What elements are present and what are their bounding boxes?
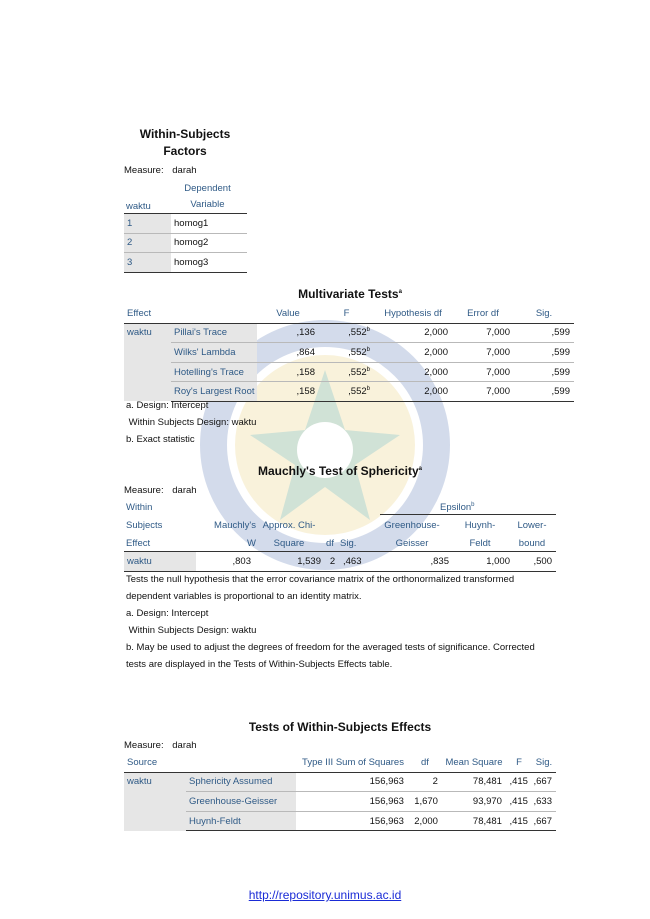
table-row <box>124 323 574 343</box>
epsilon-text: Epsilon <box>440 502 472 514</box>
f-sup: b <box>366 386 370 393</box>
col-error-df: Error df <box>452 304 514 323</box>
factor-variable: homog2 <box>171 233 247 253</box>
epsilon-sup: b <box>471 502 475 508</box>
note-line: b. May be used to adjust the degrees of freedom for the averaged tests of significance. Corrected <box>126 642 535 653</box>
mauchly-notes <box>126 571 586 673</box>
sig-cell: ,599 <box>514 323 574 343</box>
effect-label: waktu <box>124 323 171 401</box>
header-chi-l2: Square <box>273 538 305 549</box>
title-sup: a <box>398 289 402 295</box>
table-row <box>124 362 574 382</box>
effects-title: Tests of Within-Subjects Effects <box>248 720 432 734</box>
sig-cell: ,667 <box>532 772 556 792</box>
factors-measure <box>124 165 197 176</box>
header-mauchly-l1: Mauchly's <box>214 520 256 531</box>
mauchly-w-cell: ,803 <box>196 552 255 572</box>
header-mauchly-l2: W <box>247 538 256 549</box>
f-value: ,552 <box>348 386 367 398</box>
mauchly-title <box>225 464 455 478</box>
effect-label: waktu <box>124 552 196 572</box>
header-hf-l1: Huynh- <box>464 520 496 531</box>
title-sup: a <box>418 466 422 472</box>
note-line: dependent variables is proportional to an identity matrix. <box>126 591 362 602</box>
col-hypothesis-df: Hypothesis df <box>374 304 452 323</box>
hdf-cell: 2,000 <box>374 362 452 382</box>
table-row <box>124 233 247 253</box>
factor-variable: homog1 <box>171 214 247 233</box>
col-value: Value <box>257 304 319 323</box>
col-ms: Mean Square <box>442 753 506 772</box>
factor-variable: homog3 <box>171 253 247 273</box>
hf-cell: 1,000 <box>453 552 514 572</box>
table-row <box>124 253 247 273</box>
note-line: a. Design: Intercept <box>126 400 209 411</box>
table-row <box>124 343 574 363</box>
hdf-cell: 2,000 <box>374 323 452 343</box>
df-cell: 2 <box>408 772 442 792</box>
measure-label: Measure: <box>124 740 164 751</box>
factor-level: 1 <box>124 214 171 233</box>
multivariate-title <box>250 287 450 301</box>
table-row <box>124 214 247 233</box>
measure-label: Measure: <box>124 485 164 496</box>
header-lb-l1: Lower- <box>517 520 547 531</box>
factor-level: 2 <box>124 233 171 253</box>
correction-name: Greenhouse-Geisser <box>186 792 296 812</box>
f-cell <box>319 323 374 343</box>
value-cell: ,136 <box>257 323 319 343</box>
gg-cell: ,835 <box>381 552 453 572</box>
ss-cell: 156,963 <box>296 772 408 792</box>
note-line: b. Exact statistic <box>126 434 195 445</box>
table-row <box>124 792 556 812</box>
sig-cell: ,463 <box>340 552 381 572</box>
lb-cell: ,500 <box>514 552 556 572</box>
edf-cell: 7,000 <box>452 323 514 343</box>
f-cell: ,415 <box>506 772 532 792</box>
header-sig: Sig. <box>340 538 357 549</box>
sig-cell: ,633 <box>532 792 556 812</box>
hdf-cell: 2,000 <box>374 382 452 402</box>
header-effect: Effect <box>126 538 151 549</box>
df-cell: 2,000 <box>408 811 442 831</box>
f-cell <box>319 382 374 402</box>
dep-header-line1: Dependent <box>184 183 231 194</box>
ms-cell: 78,481 <box>442 772 506 792</box>
header-subjects: Subjects <box>126 520 163 531</box>
f-sup: b <box>366 327 370 334</box>
edf-cell: 7,000 <box>452 382 514 402</box>
value-cell: ,158 <box>257 362 319 382</box>
col-df: df <box>408 753 442 772</box>
edf-cell: 7,000 <box>452 343 514 363</box>
chi-cell: 1,539 <box>255 552 325 572</box>
table-row <box>124 552 556 572</box>
f-value: ,552 <box>348 327 367 339</box>
factors-title <box>120 127 250 158</box>
multivariate-title-text: Multivariate Tests <box>298 287 399 301</box>
sig-cell: ,599 <box>514 382 574 402</box>
effects-table <box>124 753 556 831</box>
f-sup: b <box>366 366 370 373</box>
factors-title-line2: Factors <box>163 144 207 158</box>
header-gg-l1: Greenhouse- <box>384 520 440 531</box>
sig-cell: ,667 <box>532 811 556 831</box>
mauchly-title-text: Mauchly's Test of Sphericity <box>257 464 419 478</box>
header-gg-l2: Geisser <box>395 538 429 549</box>
header-within: Within <box>126 502 153 513</box>
value-cell: ,158 <box>257 382 319 402</box>
note-line: Tests the null hypothesis that the error covariance matrix of the orthonormalized transformed <box>126 574 515 585</box>
table-row <box>124 811 556 831</box>
header-epsilon <box>440 502 475 513</box>
mauchly-measure <box>124 485 197 496</box>
correction-name: Huynh-Feldt <box>186 811 296 831</box>
mauchly-table <box>124 551 556 572</box>
header-df: df <box>326 538 334 549</box>
test-name: Hotelling's Trace <box>171 362 257 382</box>
f-sup: b <box>366 346 370 353</box>
table-header-row <box>124 753 556 772</box>
col-f: F <box>506 753 532 772</box>
test-name: Pillai's Trace <box>171 323 257 343</box>
ms-cell: 78,481 <box>442 811 506 831</box>
dep-header-line2: Variable <box>190 199 225 210</box>
test-name: Wilks' Lambda <box>171 343 257 363</box>
note-line: tests are displayed in the Tests of Within-Subjects Effects table. <box>126 659 393 670</box>
col-ss: Type III Sum of Squares <box>296 753 408 772</box>
test-name: Roy's Largest Root <box>171 382 257 402</box>
effects-measure <box>124 740 197 751</box>
ss-cell: 156,963 <box>296 792 408 812</box>
col-sig: Sig. <box>514 304 574 323</box>
measure-value: darah <box>172 485 197 496</box>
header-hf-l2: Feldt <box>469 538 491 549</box>
table-header-row <box>124 304 574 323</box>
correction-name: Sphericity Assumed <box>186 772 296 792</box>
f-cell: ,415 <box>506 792 532 812</box>
edf-cell: 7,000 <box>452 362 514 382</box>
ss-cell: 156,963 <box>296 811 408 831</box>
note-line: Within Subjects Design: waktu <box>126 417 257 428</box>
source-label: waktu <box>124 772 186 831</box>
f-value: ,552 <box>348 366 367 378</box>
header-lb-l2: bound <box>518 538 546 549</box>
epsilon-rule <box>380 514 556 515</box>
col-sig: Sig. <box>532 753 556 772</box>
col-f: F <box>319 304 374 323</box>
multivariate-notes <box>126 397 256 448</box>
note-line: Within Subjects Design: waktu <box>126 625 257 636</box>
f-cell <box>319 362 374 382</box>
sig-cell: ,599 <box>514 343 574 363</box>
factors-table <box>124 214 247 273</box>
repository-link[interactable]: http://repository.unimus.ac.id <box>248 888 402 902</box>
note-line: a. Design: Intercept <box>126 608 209 619</box>
f-cell: ,415 <box>506 811 532 831</box>
sig-cell: ,599 <box>514 362 574 382</box>
col-effect: Effect <box>124 304 257 323</box>
hdf-cell: 2,000 <box>374 343 452 363</box>
ms-cell: 93,970 <box>442 792 506 812</box>
f-cell <box>319 343 374 363</box>
footer <box>0 888 650 902</box>
f-value: ,552 <box>348 347 367 359</box>
factors-title-line1: Within-Subjects <box>139 127 231 141</box>
value-cell: ,864 <box>257 343 319 363</box>
measure-value: darah <box>172 165 197 176</box>
measure-value: darah <box>172 740 197 751</box>
df-cell: 1,670 <box>408 792 442 812</box>
factors-dep-header <box>170 183 245 210</box>
col-source: Source <box>124 753 296 772</box>
factors-waktu-header: waktu <box>126 201 151 212</box>
factor-level: 3 <box>124 253 171 273</box>
table-row <box>124 772 556 792</box>
multivariate-table <box>124 304 574 402</box>
header-chi-l1: Approx. Chi- <box>262 520 316 531</box>
df-cell: 2 <box>325 552 340 572</box>
measure-label: Measure: <box>124 165 164 176</box>
